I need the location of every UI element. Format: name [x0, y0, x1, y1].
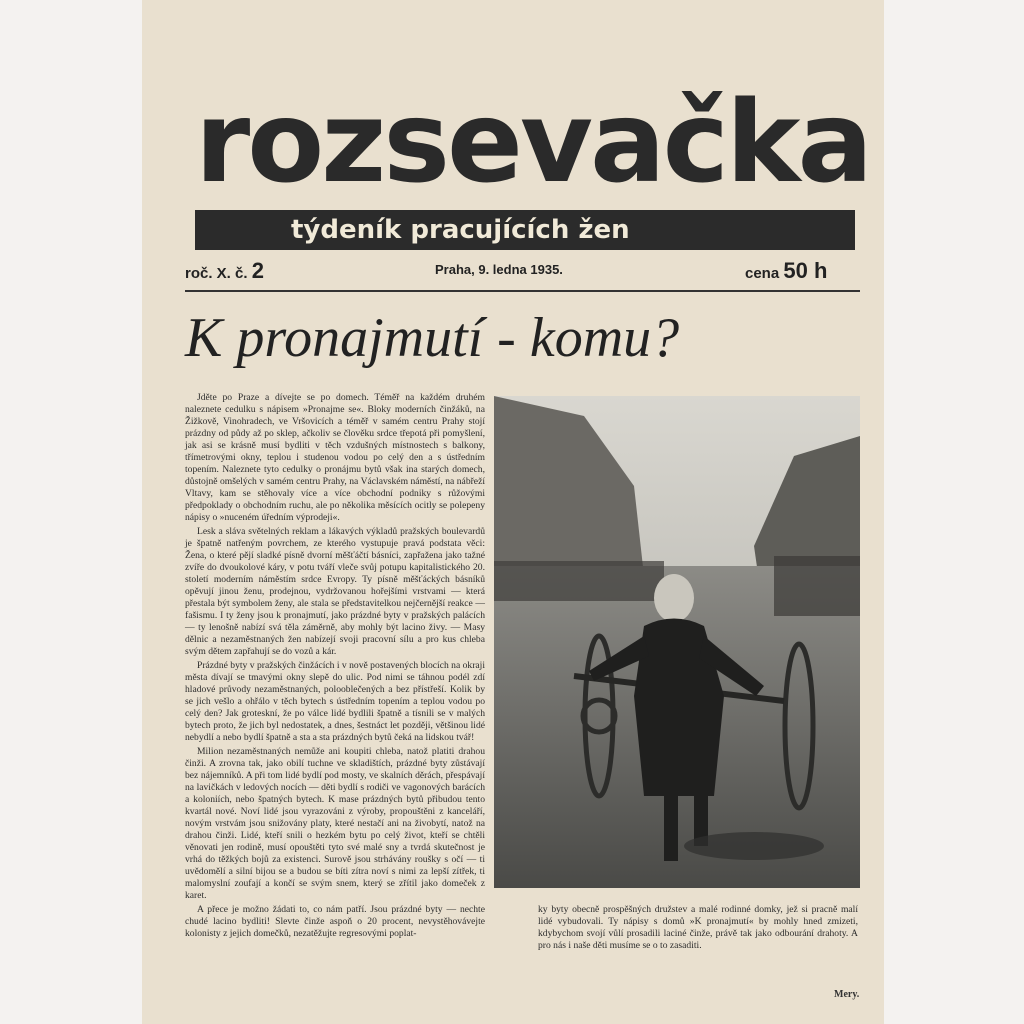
issue-date: Praha, 9. ledna 1935. [435, 262, 563, 277]
article-headline: K pronajmutí - komu? [185, 307, 680, 369]
article-left-column [185, 392, 485, 942]
price-value: 50 h [783, 258, 828, 283]
paragraph: Jděte po Praze a dívejte se po domech. Téměř na každém druhém naleznete cedulku s nápisem »Pronajme se«. Bloky moderních činžáků, na Žižkově, Vinohradech, ve Vršovicích a téměř v samém centru Prahy stojí prázdny od půdy až po sklep, ačkoliv se člověku srdce třepotá při pomyšlení, jak asi se krásně musí bydliti v těch vzdušných místnostech s balkony, třímetrovými okny, teplou i studenou vodou po celý den a s ústředním topením. Naleznete tyto cedulky o pronájmu bytů však ina starých domech, důstojně omšelých v samém centru Prahy, na Václavském náměstí, na nábřeží Vltavy, kam se stěhovaly více a více obchodní podniky s růžovými předpoklady o obchodním ruchu, ale po několika měsících ocitly se polepeny nápisy o »nuceném úředním výprodeji«. [185, 392, 485, 523]
issue-price: cena 50 h [745, 258, 828, 283]
subtitle-bar [195, 210, 855, 250]
article-photo [494, 396, 860, 888]
header-rule [185, 290, 860, 292]
masthead-title: rozsevačka [195, 78, 871, 208]
article-right-column [538, 904, 858, 954]
paragraph: Milion nezaměstnaných nemůže ani koupiti chleba, natož platiti drahou činži. A zrovna tak, jako obilí tuchne ve skladištích, prázdné byty zůstávají bez nájemníků. A při tom lidé bydlí pod mosty, ve skalních děrách, přespávají na lavičkách v ledových nocích — děti bydlí s rodiči ve vagonových barácích a koloniích, nebo špatných bytech. K mase prázdných bytů přibudou tento kvartál nové. Noví lidé jsou vyrazováni z výroby, propouštěni z kanceláří, novým vrstvám jsou snižovány platy, které nestačí ani na živobytí, natož na drahou činži. Lidé, kteří snili o hezkém bytu po celý život, kteří se chtěli věnovati jen rodině, musí opouštěti tyto své malé sny a tvrdá skutečnost je vrhá do těžkých bojů za existenci. Surově jsou strhávány roušky s očí — ti uvědomělí a silní bijou se a budou se bíti zítra noví s nimi za lepší zítřek, ti malomyslní zoufají a končí se svým snem, který se zřítil jako domeček z karet. [185, 746, 485, 901]
issue-volume: roč. X. č. 2 [185, 258, 264, 283]
paragraph: A přece je možno žádati to, co nám patří. Jsou prázdné byty — nechte chudé lacino bydliti! Slevte činže aspoň o 20 procent, nevystěhovávejte kolonisty z jejich domečků, nezatěžujte regresovými poplat- [185, 904, 485, 939]
article-signature: Mery. [834, 989, 860, 1000]
paragraph: Lesk a sláva světelných reklam a lákavých výkladů pražských boulevardů je špatně natřeným povrchem, ze kterého vystupuje pravá podstata věci: Žena, o které pějí sladké písně dvorní měšťáčtí básníci, zapřažena jako tažné zvíře do dvoukolové káry, v potu tváří vleče svůj potupu kapitalistického 20. století moderním náměstím srdce Evropy. Ty písně měšťáckých básníků opěvují jinou ženu, prodejnou, vydržovanou hořejšími vrstvami — která přestala být symbolem ženy, ale stala se představitelkou nejčernější reakce — fašismu. I ty ženy jsou k pronajmutí, jako prázdné byty v pražských palácích — ty lenošně nabízí svá těla záměrně, aby mohly být lacino živy. — Masy dělnic a nezaměstnaných žen nabízejí svoji pracovní sílu a pro kus chleba svým dětem zapřahují se do vozů a kár. [185, 526, 485, 657]
paragraph: ky byty obecně prospěšných družstev a malé rodinné domky, jež si pracně malí lidé vybudovali. Ty nápisy s domů »K pronajmutí« by mohly hned zmizeti, kdybychom svojí vůlí prosadili laciné činže, právě tak jako odbourání drahoty. A pro nás i naše děti musíme se o to zasaditi. [538, 904, 858, 951]
photo-woman-pulling-cart [494, 396, 860, 888]
masthead-subtitle: týdeník pracujících žen [291, 215, 630, 245]
issue-number: 2 [251, 258, 264, 283]
paragraph: Prázdné byty v pražských činžácích i v nově postavených blocích na okraji města dívají se tmavými okny slepě do ulic. Pod nimi se táhnou podél zdí hladové průvody nezaměstnaných, polooblečených a bez přístřeší. Kolik by se jich vešlo a ohřálo v těch bytech s ústředním topením a teplou vodou po celý den? Jak groteskní, že po válce lidé bydlili špatně a tísnili se v malých bytech proto, že jich byl nedostatek, a dnes, šestnáct let později, většinou lidé nebydlí a nebo bydlí špatně a sta a sta prázdných bytů čeká na lidskou tvář! [185, 660, 485, 743]
